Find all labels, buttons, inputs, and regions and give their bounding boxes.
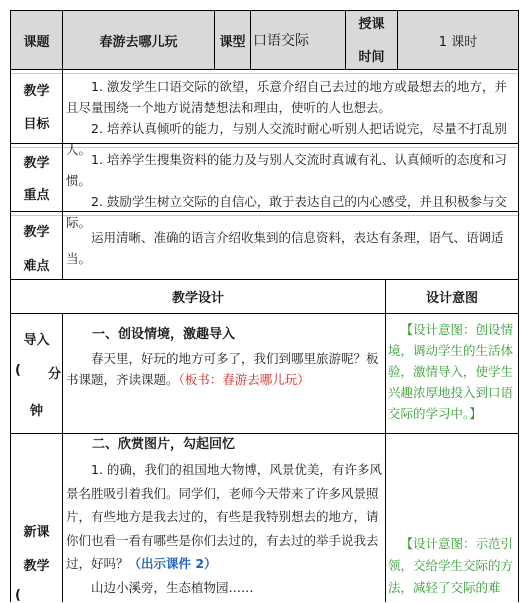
intro-heading: 一、创设情境，激趣导入 — [92, 327, 236, 342]
label-newlesson-paren: ( — [15, 588, 21, 603]
intro-intent: 【设计意图：创设情境，调动学生的生活体验，激情导入，使学生兴趣浓厚地投入到口语交际的学习中。】 — [388, 322, 514, 421]
label-goals-line1: 教学 — [23, 83, 50, 99]
label-goals-line2: 目标 — [23, 116, 50, 132]
newlesson-intent: 【设计意图：示范引领，交给学生交际的方法，减轻了交际的难 — [388, 536, 514, 595]
newlesson-heading: 二、欣赏图片，勾起回忆 — [92, 437, 236, 452]
goals-content — [66, 76, 518, 160]
label-focus-line1: 教学 — [23, 155, 50, 171]
col-divider — [62, 313, 63, 602]
label-topic: 课题 — [23, 34, 50, 50]
column-header-design: 教学设计 — [171, 291, 224, 306]
label-intro-minutes: 分 — [48, 367, 62, 382]
focus-content — [66, 149, 518, 233]
col-divider — [250, 10, 251, 69]
newlesson-text2: 山边小溪旁，生态植物园…… — [91, 579, 254, 595]
col-divider — [385, 279, 386, 602]
newlesson-text: 1. 的确，我们的祖国地大物博，风景优美，有许多风景名胜吸引着我们。同学们，老师今天带来了许多风景照片，有些地方是我去过的，有些是我特别想去的地方，请你们也看一看有哪些是你们去过的，有去过的举手说我去过，好吗？（出示课件 2） — [66, 462, 382, 571]
lesson-topic: 春游去哪儿玩 — [99, 34, 178, 50]
column-header-intent: 设计意图 — [425, 291, 478, 306]
label-difficulty-line1: 教学 — [23, 224, 50, 240]
newlesson-content — [66, 434, 382, 599]
intro-text: 春天里，好玩的地方可多了，我们到哪里旅游呢？板书课题，齐读课题。（板书：春游去哪儿玩） — [66, 351, 379, 387]
intro-content — [66, 324, 382, 390]
label-time-line2: 时间 — [358, 49, 385, 65]
focus-item: 1. 培养学生搜集资料的能力及与别人交流时真诚有礼、认真倾听的态度和习惯。 — [66, 152, 507, 188]
table-border-right — [518, 10, 519, 602]
label-type: 课型 — [219, 34, 246, 50]
goal-item: 1. 激发学生口语交际的欲望，乐意介绍自己去过的地方或最想去的地方，并且尽量围绕一个地方说清楚想法和理由，使听的人也想去。 — [66, 79, 507, 115]
label-time-line1: 授课 — [358, 16, 385, 32]
label-newlesson-line2: 教学 — [23, 558, 50, 574]
difficulty-content — [66, 227, 518, 269]
board-writing: （板书：春游去哪儿玩） — [178, 372, 310, 387]
subtle-divider — [10, 73, 519, 74]
lesson-time: 1 课时 — [438, 34, 478, 50]
label-intro-clock: 钟 — [29, 403, 43, 419]
lesson-type: 口语交际 — [253, 33, 309, 49]
label-difficulty-line2: 难点 — [23, 258, 50, 274]
label-intro: 导入 — [23, 332, 50, 348]
label-intro-paren: ( — [15, 363, 21, 378]
goal-item: 2. 培养认真倾听的能力，与别人交流时耐心听别人把话说完，尽量不打乱别人。 — [66, 121, 507, 157]
row-divider — [10, 69, 519, 70]
label-focus-line2: 重点 — [23, 187, 50, 203]
focus-item: 2. 鼓励学生树立交际的自信心，敢于表达自己的内心感受，并且积极参与交际。 — [66, 194, 507, 230]
difficulty-text: 运用清晰、准确的语言介绍收集到的信息资料，表达有条理，语气、语调适当。 — [66, 230, 504, 266]
courseware-note: （出示课件 2） — [128, 556, 217, 571]
row-divider — [10, 313, 519, 314]
label-newlesson-line1: 新课 — [23, 524, 50, 540]
